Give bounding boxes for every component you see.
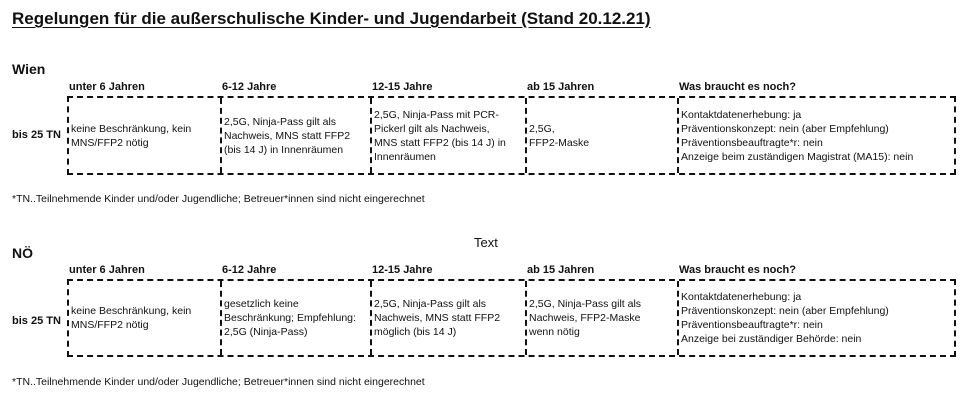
column-header: Was braucht es noch?	[679, 264, 796, 276]
table-cell	[525, 98, 677, 173]
column-header: ab 15 Jahren	[527, 81, 595, 93]
cell-line: FFP2-Maske	[529, 136, 590, 149]
cell-line: Pickerl gilt als Nachweis,	[374, 122, 490, 135]
column-header: 12-15 Jahre	[372, 81, 433, 93]
cell-line: 2,5G, Ninja-Pass mit PCR-	[374, 108, 499, 121]
cell-line: 2,5G, Ninja-Pass gilt als	[374, 298, 487, 310]
regulation-table-noe	[67, 279, 956, 357]
regulation-table-wien	[67, 96, 956, 175]
cell-line: wenn nötig	[529, 326, 580, 338]
cell-line: Innenräumen	[374, 150, 436, 163]
text-label: Text	[474, 235, 498, 250]
row-label: bis 25 TN	[12, 129, 61, 141]
cell-line: Kontaktdatenerhebung: ja	[681, 291, 802, 303]
column-header: 6-12 Jahre	[222, 81, 277, 93]
cell-line: 2,5G, Ninja-Pass gilt als	[529, 298, 642, 310]
table-cell	[677, 98, 954, 173]
table-cell	[69, 281, 220, 355]
cell-line: Präventionsbeauftragte*r: nein	[681, 136, 823, 149]
cell-line: Beschränkung; Empfehlung:	[224, 312, 356, 324]
section-title-wien: Wien	[12, 61, 46, 77]
column-header: ab 15 Jahren	[527, 264, 595, 276]
cell-line: Präventionskonzept: nein (aber Empfehlung)	[681, 305, 889, 317]
cell-line: 2,5G, Ninja-Pass gilt als	[224, 115, 337, 128]
table-cell	[69, 98, 220, 173]
table-cell	[525, 281, 677, 355]
cell-line: 2,5G,	[529, 122, 555, 135]
cell-line: Nachweis, FFP2-Maske	[529, 312, 641, 324]
column-header: Was braucht es noch?	[679, 81, 796, 93]
table-cell	[220, 281, 370, 355]
cell-line: keine Beschränkung, kein	[71, 122, 192, 135]
footnote: *TN..Teilnehmende Kinder und/oder Jugendliche; Betreuer*innen sind nicht eingerechnet	[12, 376, 425, 388]
page-title: Regelungen für die außerschulische Kinder- und Jugendarbeit (Stand 20.12.21)	[12, 9, 651, 28]
table-cell	[370, 281, 525, 355]
footnote: *TN..Teilnehmende Kinder und/oder Jugendliche; Betreuer*innen sind nicht eingerechnet	[12, 193, 425, 205]
table-cell	[220, 98, 370, 173]
cell-line: (bis 14 J) in Innenräumen	[224, 143, 344, 156]
cell-line: MNS statt FFP2 (bis 14 J) in	[374, 136, 506, 149]
column-header: 6-12 Jahre	[222, 264, 277, 276]
cell-line: Nachweis, MNS statt FFP2	[374, 312, 501, 324]
cell-line: Präventionskonzept: nein (aber Empfehlung)	[681, 122, 889, 135]
column-header: unter 6 Jahren	[69, 264, 145, 276]
cell-line: gesetzlich keine	[224, 298, 299, 310]
table-cell	[370, 98, 525, 173]
cell-line: Kontaktdatenerhebung: ja	[681, 108, 802, 121]
cell-line: MNS/FFP2 nötig	[71, 319, 149, 331]
cell-line: Anzeige beim zuständigen Magistrat (MA15): nein	[681, 150, 914, 163]
cell-line: 2,5G (Ninja-Pass)	[224, 326, 308, 338]
row-label: bis 25 TN	[12, 315, 61, 327]
section-title-noe: NÖ	[12, 245, 33, 261]
cell-line: möglich (bis 14 J)	[374, 326, 457, 338]
column-header: 12-15 Jahre	[372, 264, 433, 276]
column-header: unter 6 Jahren	[69, 81, 145, 93]
cell-line: MNS/FFP2 nötig	[71, 136, 149, 149]
cell-line: Anzeige bei zuständiger Behörde: nein	[681, 333, 862, 345]
cell-line: keine Beschränkung, kein	[71, 305, 192, 317]
table-cell	[677, 281, 954, 355]
cell-line: Nachweis, MNS statt FFP2	[224, 129, 351, 142]
cell-line: Präventionsbeauftragte*r: nein	[681, 319, 823, 331]
